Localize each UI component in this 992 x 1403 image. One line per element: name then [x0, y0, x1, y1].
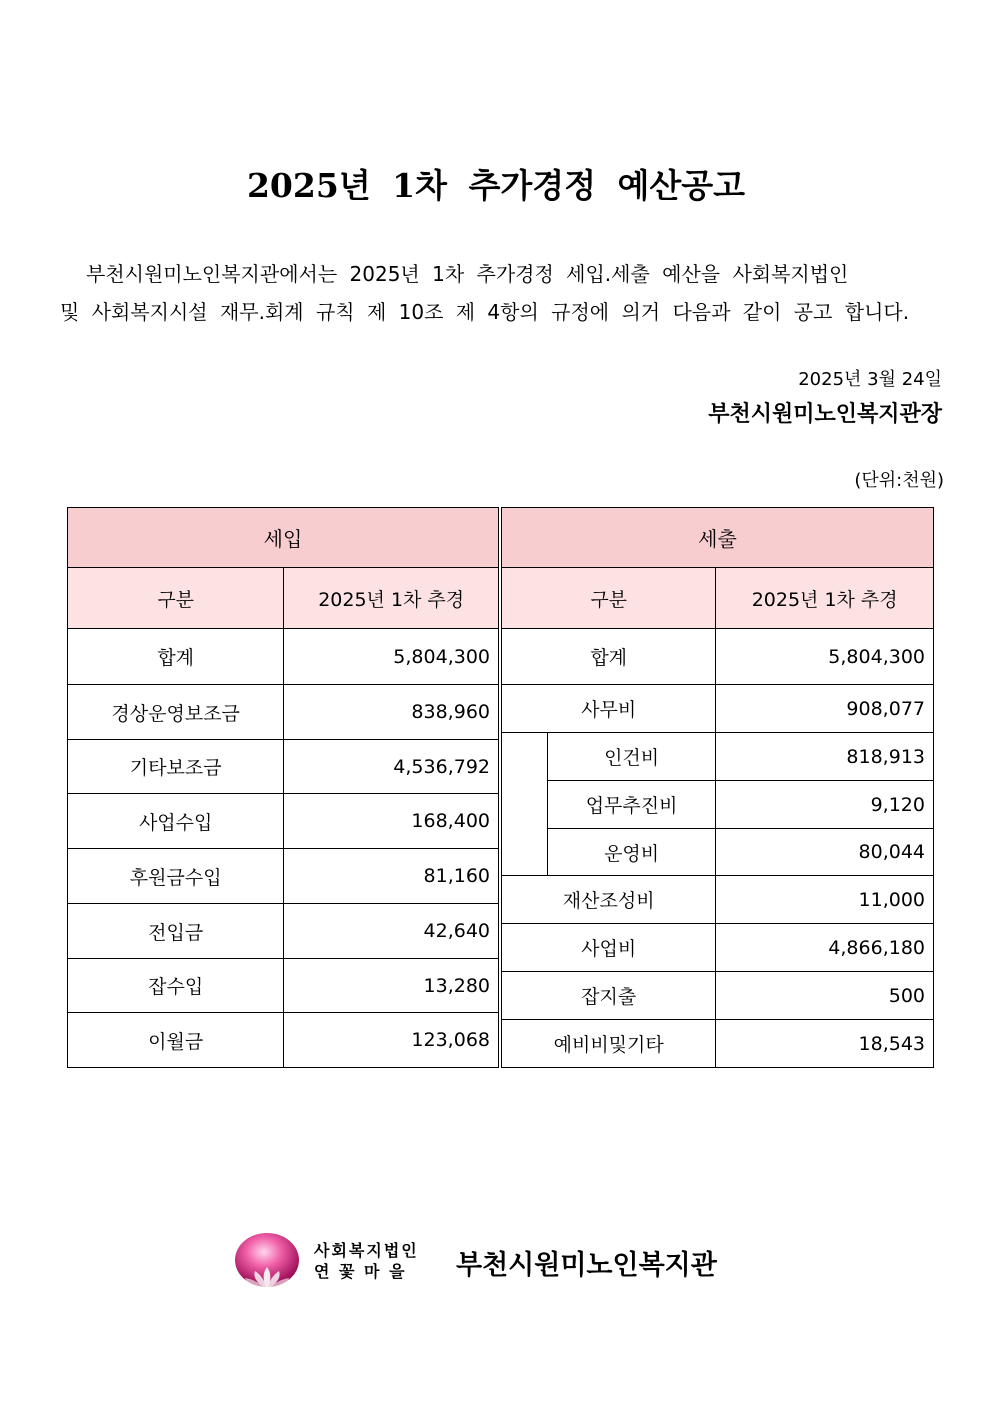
table-row: [68, 904, 499, 959]
revenue-label: 기타보조금: [68, 740, 284, 794]
table-row: [68, 794, 499, 849]
revenue-header: 세입: [68, 508, 499, 568]
table-row: [502, 1020, 934, 1068]
expense-table: [501, 507, 934, 1068]
table-row: [68, 740, 499, 794]
table-row: [502, 829, 934, 876]
expense-value: 4,866,180: [716, 924, 934, 972]
table-row: [502, 781, 934, 829]
indent-spacer: [502, 733, 548, 876]
table-row: [68, 685, 499, 740]
table-row: [68, 849, 499, 904]
page-title: 2025년 1차 추가경정 예산공고: [246, 166, 746, 205]
table-row: [68, 629, 499, 685]
footer-corp-name: 연 꽃 마 을: [314, 1262, 407, 1281]
table-row: [68, 959, 499, 1013]
expense-label: 재산조성비: [502, 876, 716, 924]
expense-sub-label: 업무추진비: [547, 781, 716, 829]
lotus-logo-icon: [234, 1233, 300, 1291]
expense-sub-label: 인건비: [547, 733, 716, 781]
revenue-table: [67, 507, 499, 1068]
revenue-value: 123,068: [284, 1013, 499, 1068]
expense-value: 9,120: [716, 781, 934, 829]
expense-label: 사무비: [502, 685, 716, 733]
revenue-label: 후원금수입: [68, 849, 284, 904]
expense-label: 예비비및기타: [502, 1020, 716, 1068]
revenue-value: 42,640: [284, 904, 499, 959]
intro-line-2: 및 사회복지시설 재무.회계 규칙 제 10조 제 4항의 규정에 의거 다음과 같이 공고 합니다.: [60, 300, 910, 324]
revenue-col-category: 구분: [68, 568, 284, 629]
expense-value: 908,077: [716, 685, 934, 733]
expense-value: 18,543: [716, 1020, 934, 1068]
revenue-label: 경상운영보조금: [68, 685, 284, 740]
expense-label: 사업비: [502, 924, 716, 972]
expense-label: 합계: [502, 629, 716, 685]
revenue-col-amount: 2025년 1차 추경: [284, 568, 499, 629]
signer: 부천시원미노인복지관장: [708, 402, 942, 427]
footer-org-name: 부천시원미노인복지관: [456, 1250, 717, 1281]
expense-header: 세출: [502, 508, 934, 568]
table-row: [502, 733, 934, 781]
revenue-label: 이월금: [68, 1013, 284, 1068]
revenue-value: 838,960: [284, 685, 499, 740]
expense-label: 잡지출: [502, 972, 716, 1020]
table-row: [502, 876, 934, 924]
expense-value: 818,913: [716, 733, 934, 781]
revenue-label: 잡수입: [68, 959, 284, 1013]
table-row: [502, 924, 934, 972]
expense-value: 80,044: [716, 829, 934, 876]
notice-date: 2025년 3월 24일: [798, 369, 942, 390]
footer-corp-label: 사회복지법인: [314, 1241, 419, 1260]
revenue-label: 전입금: [68, 904, 284, 959]
revenue-value: 81,160: [284, 849, 499, 904]
expense-value: 5,804,300: [716, 629, 934, 685]
revenue-value: 4,536,792: [284, 740, 499, 794]
revenue-value: 13,280: [284, 959, 499, 1013]
intro-line-1: 부천시원미노인복지관에서는 2025년 1차 추가경정 세입.세출 예산을 사회복지법인: [86, 262, 849, 286]
table-row: [502, 685, 934, 733]
expense-value: 500: [716, 972, 934, 1020]
expense-value: 11,000: [716, 876, 934, 924]
unit-note: (단위:천원): [854, 470, 944, 491]
expense-col-category: 구분: [502, 568, 716, 629]
expense-sub-label: 운영비: [547, 829, 716, 876]
table-row: [502, 629, 934, 685]
expense-col-amount: 2025년 1차 추경: [716, 568, 934, 629]
revenue-label: 합계: [68, 629, 284, 685]
revenue-value: 5,804,300: [284, 629, 499, 685]
table-row: [68, 1013, 499, 1068]
revenue-label: 사업수입: [68, 794, 284, 849]
table-row: [502, 972, 934, 1020]
revenue-value: 168,400: [284, 794, 499, 849]
